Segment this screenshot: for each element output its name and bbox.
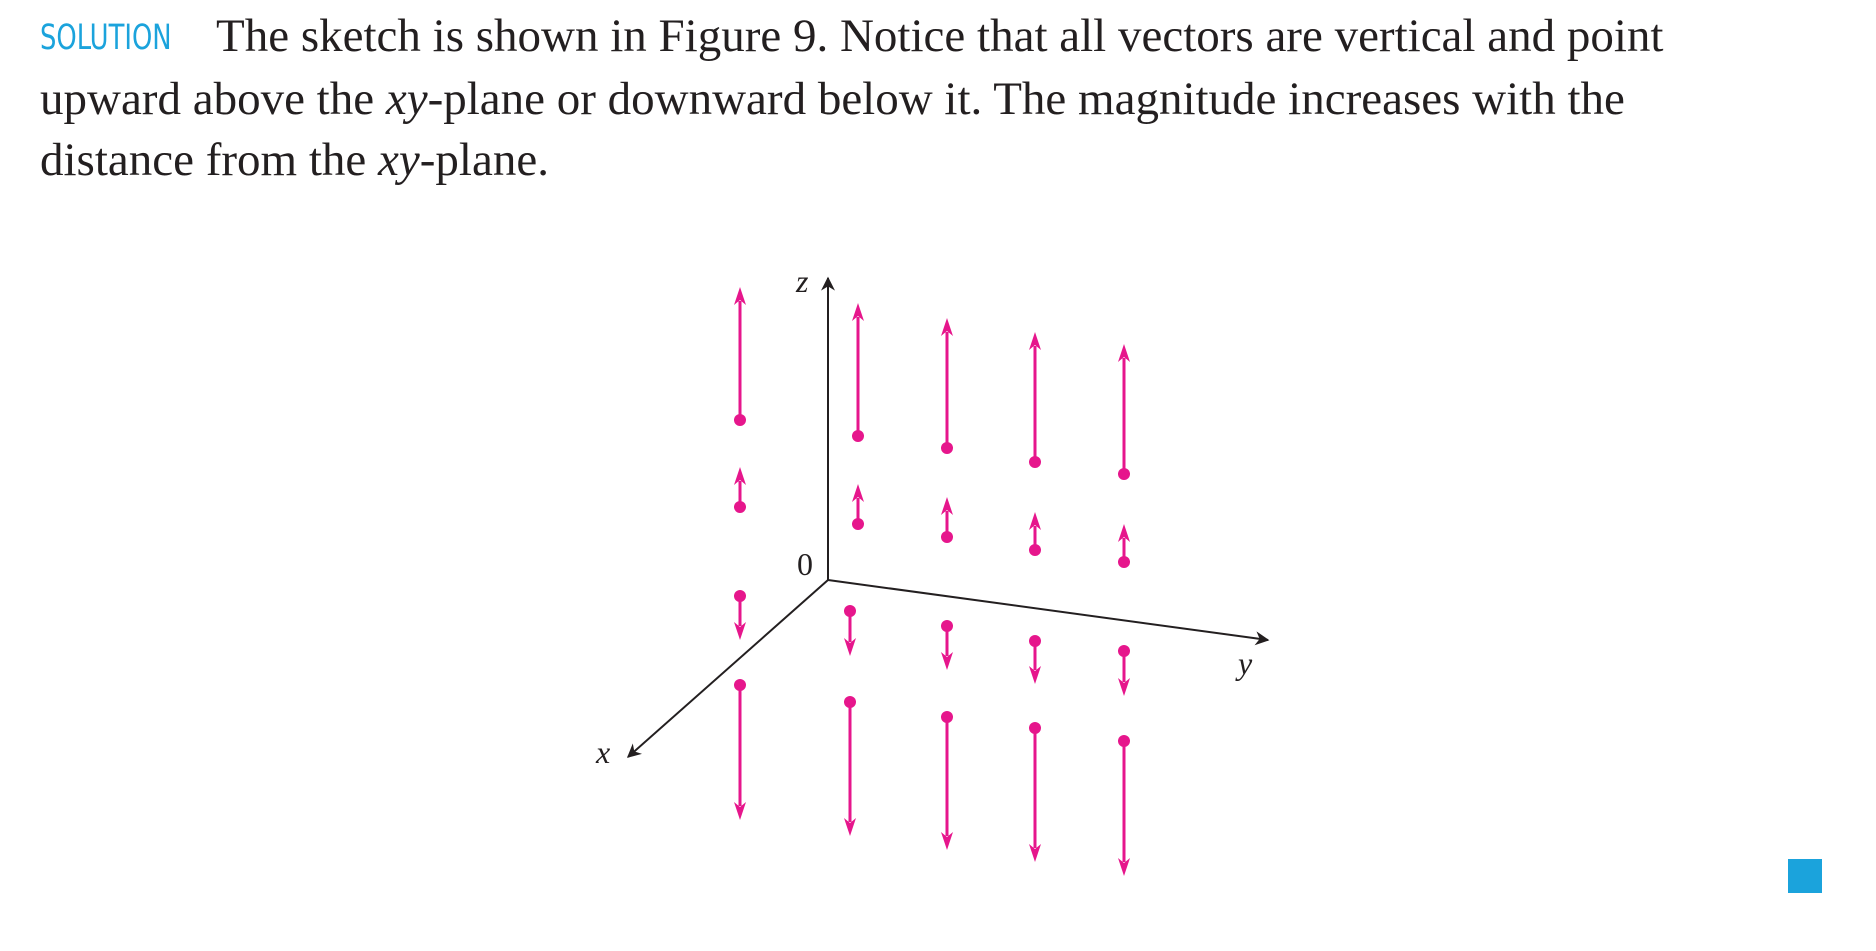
arrow-base-dot — [734, 501, 746, 513]
vector-arrow — [941, 620, 953, 670]
arrow-base-dot — [852, 518, 864, 530]
arrow-base-dot — [1029, 544, 1041, 556]
line-3-text-a: distance from the — [40, 134, 379, 186]
vector-arrow — [1118, 524, 1130, 568]
vector-arrow — [941, 711, 953, 850]
vector-arrow — [1118, 645, 1130, 696]
line-3-variable: xy — [378, 134, 420, 186]
vector-arrow — [844, 605, 856, 656]
arrow-base-dot — [1118, 556, 1130, 568]
x-axis — [628, 580, 828, 757]
line-2-variable: xy — [385, 73, 428, 125]
z-axis-label: z — [796, 263, 809, 299]
arrow-base-dot — [734, 679, 746, 691]
arrow-base-dot — [1029, 456, 1041, 468]
vector-arrow — [1118, 735, 1130, 876]
vector-arrow — [844, 696, 856, 836]
arrow-base-dot — [1029, 635, 1041, 647]
arrow-base-dot — [734, 414, 746, 426]
line-1-text: The sketch is shown in Figure 9. Notice that all vectors are vertical and point — [216, 10, 1664, 62]
vector-arrow — [734, 287, 746, 426]
arrow-base-dot — [1118, 645, 1130, 657]
line-2-text-b: -plane or downward below it. The magnitude increases with the — [427, 73, 1625, 125]
arrow-base-dot — [1118, 735, 1130, 747]
vector-arrow — [1029, 722, 1041, 862]
vector-arrow — [852, 484, 864, 530]
vector-arrow — [1029, 635, 1041, 684]
vector-arrow — [1029, 332, 1041, 468]
vector-arrow — [852, 303, 864, 442]
vector-arrow — [1029, 512, 1041, 556]
arrow-base-dot — [1029, 722, 1041, 734]
vector-arrows — [734, 287, 1130, 876]
line-3-text-b: -plane. — [419, 134, 549, 186]
arrow-base-dot — [941, 620, 953, 632]
arrow-base-dot — [844, 696, 856, 708]
arrow-base-dot — [941, 531, 953, 543]
arrow-base-dot — [734, 590, 746, 602]
y-axis-label: y — [1238, 645, 1253, 681]
line-2-text-a: upward above the — [40, 73, 386, 125]
x-axis-label: x — [596, 734, 611, 770]
vector-arrow — [1118, 344, 1130, 480]
vector-arrow — [734, 467, 746, 513]
arrow-base-dot — [852, 430, 864, 442]
vector-arrow — [734, 679, 746, 820]
vector-arrow — [734, 590, 746, 640]
arrow-base-dot — [941, 711, 953, 723]
y-axis — [828, 580, 1268, 640]
origin-label: 0 — [797, 546, 813, 582]
solution-tag: SOLUTION — [40, 18, 172, 58]
arrow-base-dot — [941, 442, 953, 454]
end-of-solution-square — [1788, 859, 1822, 893]
vector-arrow — [941, 497, 953, 543]
vector-arrow — [941, 318, 953, 454]
arrow-base-dot — [844, 605, 856, 617]
arrow-base-dot — [1118, 468, 1130, 480]
